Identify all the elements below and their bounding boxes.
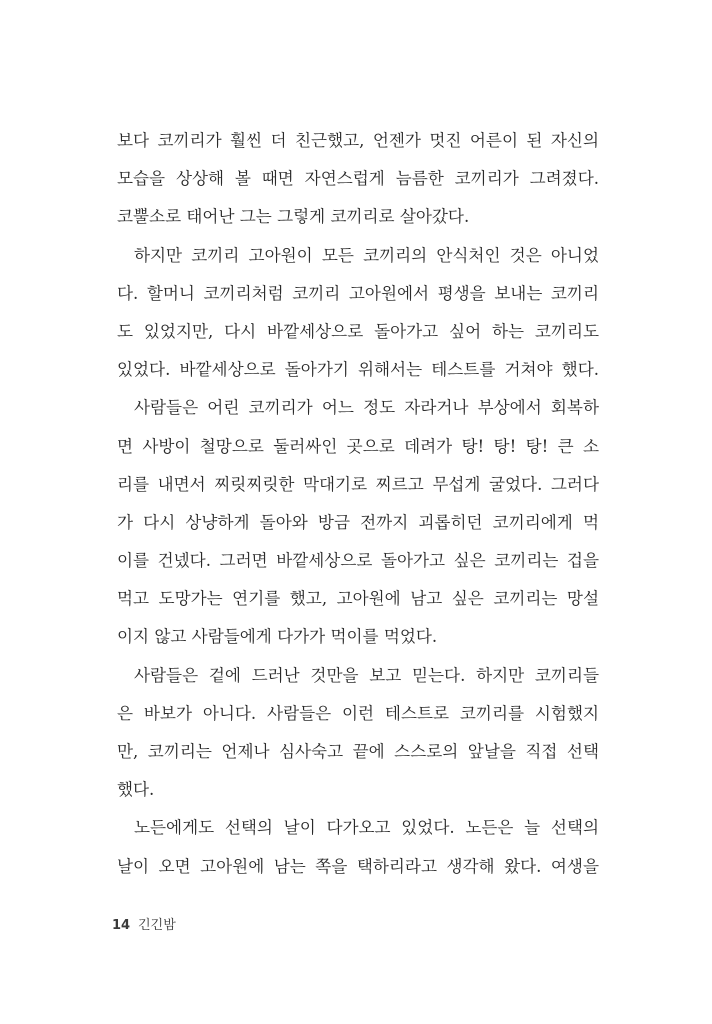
text-line: 모습을 상상해 볼 때면 자연스럽게 늠름한 코끼리가 그려졌다. — [117, 169, 599, 189]
text-line: 했다. — [117, 780, 155, 800]
text-line: 이를 건넸다. 그러면 바깥세상으로 돌아가고 싶은 코끼리는 겁을 — [117, 551, 599, 571]
text-line: 가 다시 상냥하게 돌아와 방금 전까지 괴롭히던 코끼리에게 먹 — [117, 512, 599, 532]
text-line: 하지만 코끼리 고아원이 모든 코끼리의 안식처인 것은 아니었 — [134, 245, 599, 265]
text-line: 사람들은 겉에 드러난 것만을 보고 믿는다. 하지만 코끼리들 — [134, 665, 599, 685]
text-line: 리를 내면서 찌릿찌릿한 막대기로 찌르고 무섭게 굴었다. 그러다 — [117, 474, 599, 494]
page-number: 14 — [112, 918, 131, 933]
text-line: 먹고 도망가는 연기를 했고, 고아원에 남고 싶은 코끼리는 망설 — [117, 589, 599, 609]
text-line: 이지 않고 사람들에게 다가가 먹이를 먹었다. — [117, 627, 438, 647]
text-line: 보다 코끼리가 훨씬 더 친근했고, 언젠가 멋진 어른이 된 자신의 — [117, 131, 599, 150]
text-line: 노든에게도 선택의 날이 다가오고 있었다. 노든은 늘 선택의 — [134, 818, 599, 838]
text-line: 다. 할머니 코끼리처럼 코끼리 고아원에서 평생을 보내는 코끼리 — [117, 283, 599, 303]
body-text — [117, 122, 599, 886]
book-title: 긴긴밤 — [138, 918, 176, 933]
text-line: 면 사방이 철망으로 둘러싸인 곳으로 데려가 탕! 탕! 탕! 큰 소 — [117, 436, 599, 456]
text-line: 도 있었지만, 다시 바깥세상으로 돌아가고 싶어 하는 코끼리도 — [117, 321, 599, 341]
text-line: 사람들은 어린 코끼리가 어느 정도 자라거나 부상에서 회복하 — [134, 398, 599, 418]
text-line: 있었다. 바깥세상으로 돌아가기 위해서는 테스트를 거쳐야 했다. — [117, 360, 599, 380]
text-line: 코뿔소로 태어난 그는 그렇게 코끼리로 살아갔다. — [117, 207, 470, 227]
page-footer — [112, 914, 176, 933]
text-line: 은 바보가 아니다. 사람들은 이런 테스트로 코끼리를 시험했지 — [117, 703, 599, 723]
text-line: 만, 코끼리는 언제나 심사숙고 끝에 스스로의 앞날을 직접 선택 — [117, 742, 599, 761]
text-line: 날이 오면 고아원에 남는 쪽을 택하리라고 생각해 왔다. 여생을 — [117, 856, 599, 876]
